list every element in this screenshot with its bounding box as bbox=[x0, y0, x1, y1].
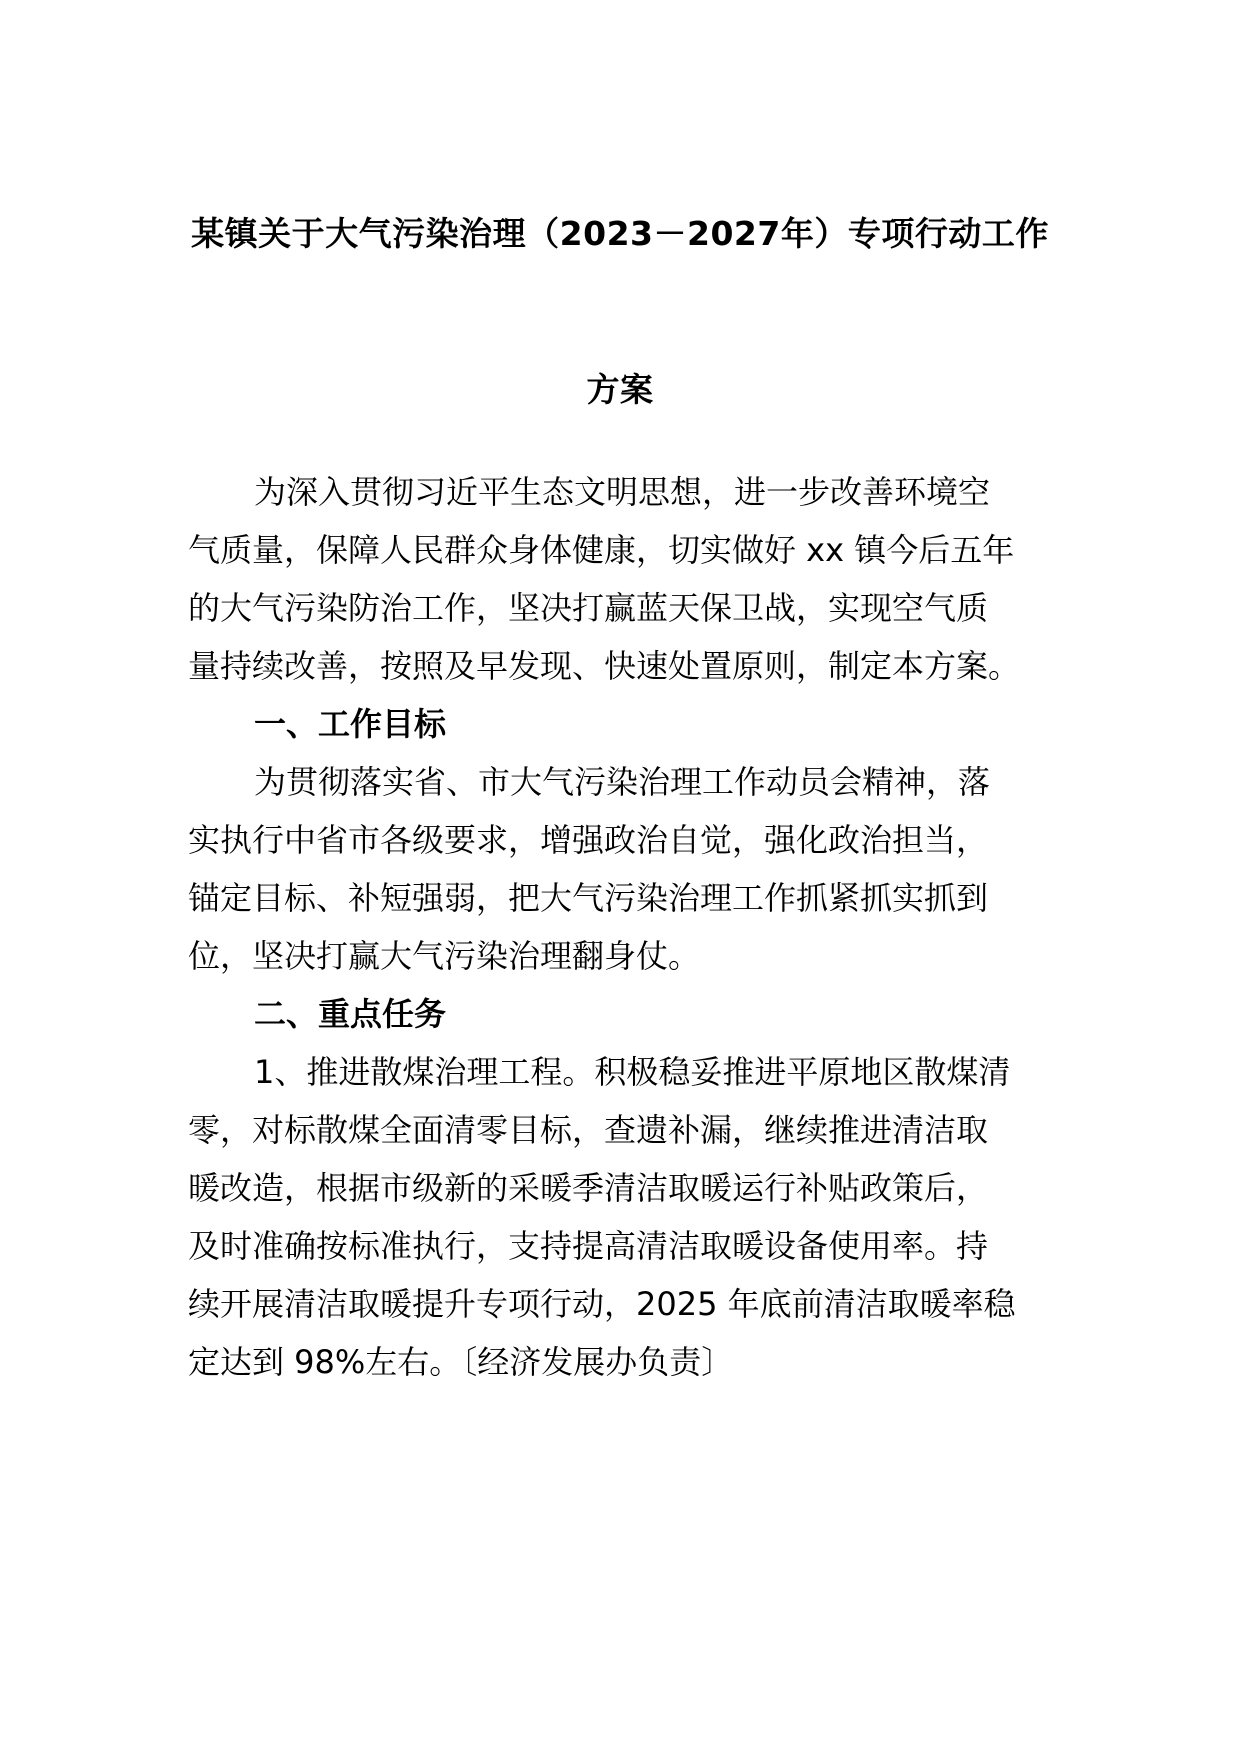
paragraph-2-line: 实执行中省市各级要求，增强政治自觉，强化政治担当， bbox=[188, 821, 989, 859]
paragraph-2-line: 为贯彻落实省、市大气污染治理工作动员会精神，落 bbox=[254, 763, 991, 801]
paragraph-1-line: 气质量，保障人民群众身体健康，切实做好 xx 镇今后五年 bbox=[188, 531, 1015, 569]
document-title-line-1: 某镇关于大气污染治理（2023－2027年）专项行动工作 bbox=[191, 214, 1049, 253]
document-title-line-2: 方案 bbox=[586, 370, 654, 409]
section-heading-goals: 一、工作目标 bbox=[254, 705, 447, 743]
paragraph-2-line: 锚定目标、补短强弱，把大气污染治理工作抓紧抓实抓到 bbox=[188, 879, 989, 917]
paragraph-3-line: 续开展清洁取暖提升专项行动，2025 年底前清洁取暖率稳 bbox=[188, 1285, 1016, 1323]
paragraph-2-line: 位，坚决打赢大气污染治理翻身仗。 bbox=[188, 937, 701, 975]
paragraph-1-line: 为深入贯彻习近平生态文明思想，进一步改善环境空 bbox=[254, 473, 991, 511]
paragraph-3-line: 暖改造，根据市级新的采暖季清洁取暖运行补贴政策后， bbox=[188, 1169, 989, 1207]
paragraph-3-line: 定达到 98%左右。〔经济发展办负责〕 bbox=[188, 1343, 734, 1381]
paragraph-3-line: 1、推进散煤治理工程。积极稳妥推进平原地区散煤清 bbox=[254, 1053, 1011, 1091]
paragraph-1-line: 的大气污染防治工作，坚决打赢蓝天保卫战，实现空气质 bbox=[188, 589, 989, 627]
document-body bbox=[188, 0, 1060, 1754]
paragraph-3-line: 零，对标散煤全面清零目标，查遗补漏，继续推进清洁取 bbox=[188, 1111, 989, 1149]
section-heading-tasks: 二、重点任务 bbox=[254, 995, 447, 1033]
paragraph-1-line: 量持续改善，按照及早发现、快速处置原则，制定本方案。 bbox=[188, 647, 1021, 685]
paragraph-3-line: 及时准确按标准执行，支持提高清洁取暖设备使用率。持 bbox=[188, 1227, 989, 1265]
